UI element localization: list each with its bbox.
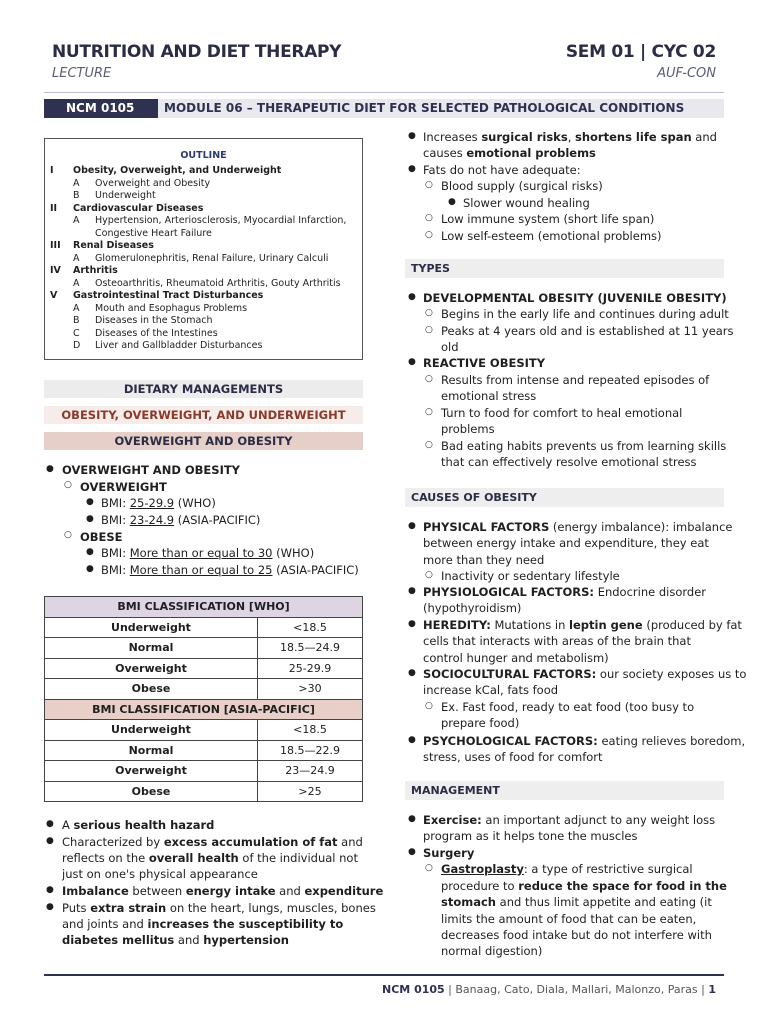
bullet-icon: ●	[408, 357, 416, 367]
outline-number: A	[73, 215, 80, 226]
bullet-icon: ●	[408, 131, 416, 141]
outline-number: A	[73, 277, 80, 289]
organization: AUF-CON	[657, 66, 716, 81]
list-item-cont: program as it helps tone the muscles	[423, 829, 638, 843]
list-item-cont: diabetes mellitus and hypertension	[62, 933, 289, 947]
list-item-cont: (hypothyroidism)	[423, 601, 522, 615]
list-item-cont: that can effectively resolve emotional stress	[441, 455, 697, 469]
list-item: A serious health hazard	[62, 818, 215, 832]
list-item: Exercise: an important adjunct to any weight loss	[423, 813, 716, 827]
outline-item: Liver and Gallbladder Disturbances	[95, 340, 263, 351]
bullet-icon: ●	[448, 197, 456, 207]
circle-bullet-icon: ○	[425, 407, 433, 417]
list-item-cont: causes emotional problems	[423, 146, 596, 160]
causes-heading: CAUSES OF OBESITY	[405, 488, 724, 507]
bmi-table	[44, 596, 363, 802]
bullet-icon: ●	[46, 902, 54, 912]
overweight-obesity-band: OVERWEIGHT AND OBESITY	[44, 432, 363, 450]
list-item: BMI: 23-24.9 (ASIA-PACIFIC)	[101, 513, 261, 527]
outline-number: C	[73, 327, 80, 339]
outline-item: Diseases of the Intestines	[95, 327, 218, 339]
table-row: Overweight 23—24.9	[45, 761, 363, 782]
header-divider	[44, 92, 724, 93]
bullet-icon: ●	[46, 819, 54, 829]
bmi-who-header: BMI CLASSIFICATION [WHO]	[45, 597, 363, 618]
list-item-cont: stress, uses of food for comfort	[423, 750, 603, 764]
outline-item: Glomerulonephritis, Renal Failure, Urinary Calculi	[95, 252, 329, 264]
outline-item: Osteoarthritis, Rheumatoid Arthritis, Gouty Arthritis	[95, 277, 341, 289]
list-item-cont: between energy intake and expenditure, they eat	[423, 536, 709, 550]
outline-title: OUTLINE	[180, 150, 227, 161]
table-row: Overweight 25-29.9	[45, 658, 363, 679]
bullet-icon: ●	[46, 836, 54, 846]
circle-bullet-icon: ○	[64, 480, 72, 490]
footer-code: NCM 0105	[382, 983, 445, 996]
outline-item: Obesity, Overweight, and Underweight	[73, 165, 282, 176]
circle-bullet-icon: ○	[425, 440, 433, 450]
outline-number: I	[50, 165, 54, 176]
bullet-icon: ●	[408, 521, 416, 531]
list-item-cont: limits the amount of food that can be eaten,	[441, 912, 697, 926]
table-row: Obese >30	[45, 679, 363, 700]
list-item-cont: procedure to reduce the space for food in the	[441, 879, 727, 893]
list-item-cont: and joints and increases the susceptibility to	[62, 917, 344, 931]
list-item: Turn to food for comfort to heal emotional	[441, 406, 683, 420]
list-item: Low self-esteem (emotional problems)	[441, 229, 662, 243]
list-item-cont: more than they need	[423, 553, 545, 567]
table-row: Underweight <18.5	[45, 617, 363, 638]
bullet-icon: ●	[408, 735, 416, 745]
list-item: Imbalance between energy intake and expenditure	[62, 884, 384, 898]
list-item: OVERWEIGHT AND OBESITY	[62, 463, 241, 477]
circle-bullet-icon: ○	[425, 180, 433, 190]
list-item: BMI: 25-29.9 (WHO)	[101, 496, 216, 510]
circle-bullet-icon: ○	[64, 530, 72, 540]
bullet-icon: ●	[86, 514, 94, 524]
list-item-cont: normal digestion)	[441, 944, 543, 958]
outline-item: Diseases in the Stomach	[95, 315, 213, 326]
page-number: 1	[708, 983, 716, 996]
list-item: Peaks at 4 years old and is established at 11 years	[441, 324, 734, 338]
list-item-cont: emotional stress	[441, 389, 537, 403]
circle-bullet-icon: ○	[425, 213, 433, 223]
outline-item: Overweight and Obesity	[95, 177, 211, 189]
bullet-icon: ●	[86, 564, 94, 574]
obesity-section-band: OBESITY, OVERWEIGHT, AND UNDERWEIGHT	[44, 406, 363, 424]
list-item: BMI: More than or equal to 30 (WHO)	[101, 546, 315, 560]
footer-divider	[44, 974, 724, 976]
list-item: Gastroplasty: a type of restrictive surgical	[441, 862, 693, 876]
list-item: Increases surgical risks, shortens life span and	[423, 130, 717, 144]
list-item: Begins in the early life and continues during adult	[441, 307, 729, 321]
list-item-cont: prepare food)	[441, 716, 520, 730]
outline-number: A	[73, 302, 80, 314]
list-item: DEVELOPMENTAL OBESITY (JUVENILE OBESITY)	[423, 291, 727, 305]
list-item-cont: old	[441, 340, 459, 354]
list-item-cont: decreases food intake but do not interfere with	[441, 928, 712, 942]
semester-cycle: SEM 01 | CYC 02	[565, 42, 716, 62]
list-item: PHYSIOLOGICAL FACTORS: Endocrine disorder	[423, 585, 707, 599]
list-item: Slower wound healing	[463, 196, 590, 210]
table-row: Normal 18.5—24.9	[45, 638, 363, 659]
outline-number: A	[73, 252, 80, 264]
list-item: Low immune system (short life span)	[441, 212, 655, 226]
list-item: Surgery	[423, 846, 475, 860]
list-item: Fats do not have adequate:	[423, 163, 581, 177]
bullet-icon: ●	[408, 619, 416, 629]
outline-item: Congestive Heart Failure	[95, 227, 212, 239]
list-item: OBESE	[80, 530, 123, 544]
outline-item: Renal Diseases	[73, 240, 154, 251]
outline-number: A	[73, 177, 80, 189]
bullet-icon: ●	[408, 847, 416, 857]
outline-number: B	[73, 190, 80, 201]
list-item-cont: control hunger and metabolism)	[423, 651, 609, 665]
list-item-cont: increase kCal, fats food	[423, 683, 559, 697]
list-item-cont: cells that interacts with areas of the brain that	[423, 634, 691, 648]
bullet-icon: ●	[408, 668, 416, 678]
list-item: Inactivity or sedentary lifestyle	[441, 569, 620, 583]
outline-item: Arthritis	[73, 265, 118, 276]
list-item-cont: problems	[441, 422, 495, 436]
outline-number: IV	[50, 265, 61, 276]
list-item-cont: just on one's physical appearance	[62, 867, 258, 881]
list-item-cont: stomach and thus limit appetite and eating (it	[441, 895, 712, 909]
outline-number: D	[73, 340, 81, 351]
bullet-icon: ●	[408, 814, 416, 824]
footer	[382, 983, 716, 996]
dietary-managements-band: DIETARY MANAGEMENTS	[44, 380, 363, 398]
list-item: Results from intense and repeated episodes of	[441, 373, 710, 387]
outline-number: III	[50, 240, 61, 251]
table-row: Normal 18.5—22.9	[45, 740, 363, 761]
list-item: Characterized by excess accumulation of fat and	[62, 835, 363, 849]
management-heading: MANAGEMENT	[405, 781, 724, 800]
types-heading: TYPES	[405, 259, 724, 278]
table-row: Obese >25	[45, 781, 363, 802]
bullet-icon: ●	[86, 547, 94, 557]
outline-item: Mouth and Esophagus Problems	[95, 302, 248, 314]
outline-box	[44, 138, 363, 360]
bullet-icon: ●	[408, 164, 416, 174]
list-item: PSYCHOLOGICAL FACTORS: eating relieves boredom,	[423, 734, 746, 748]
list-item-cont: reflects on the overall health of the individual not	[62, 851, 358, 865]
list-item: Blood supply (surgical risks)	[441, 179, 603, 193]
bullet-icon: ●	[408, 586, 416, 596]
outline-number: B	[73, 315, 80, 326]
footer-authors: | Banaag, Cato, Diala, Mallari, Malonzo, Paras |	[444, 983, 709, 996]
outline-item: Gastrointestinal Tract Disturbances	[73, 290, 264, 301]
outline-number: II	[50, 202, 58, 214]
bullet-icon: ●	[46, 885, 54, 895]
circle-bullet-icon: ○	[425, 325, 433, 335]
course-subtitle: LECTURE	[52, 66, 112, 81]
list-item: Ex. Fast food, ready to eat food (too busy to	[441, 700, 695, 714]
circle-bullet-icon: ○	[425, 863, 433, 873]
outline-item: Underweight	[95, 190, 156, 201]
circle-bullet-icon: ○	[425, 230, 433, 240]
list-item: Puts extra strain on the heart, lungs, muscles, bones	[62, 901, 376, 915]
list-item: SOCIOCULTURAL FACTORS: our society exposes us to	[423, 667, 747, 681]
circle-bullet-icon: ○	[425, 701, 433, 711]
module-code: NCM 0105	[44, 99, 158, 118]
bullet-icon: ●	[46, 464, 54, 474]
circle-bullet-icon: ○	[425, 308, 433, 318]
list-item: REACTIVE OBESITY	[423, 356, 546, 370]
outline-number: V	[50, 290, 58, 301]
module-title: MODULE 06 – THERAPEUTIC DIET FOR SELECTED PATHOLOGICAL CONDITIONS	[164, 101, 685, 115]
bmi-ap-header: BMI CLASSIFICATION [ASIA-PACIFIC]	[45, 699, 363, 720]
course-title: NUTRITION AND DIET THERAPY	[52, 42, 342, 62]
circle-bullet-icon: ○	[425, 374, 433, 384]
circle-bullet-icon: ○	[425, 570, 433, 580]
table-row: Underweight <18.5	[45, 720, 363, 741]
outline-item: Hypertension, Arteriosclerosis, Myocardial Infarction,	[95, 215, 347, 226]
list-item: Bad eating habits prevents us from learning skills	[441, 439, 727, 453]
bullet-icon: ●	[86, 497, 94, 507]
bullet-icon: ●	[408, 292, 416, 302]
list-item: HEREDITY: Mutations in leptin gene (produced by fat	[423, 618, 742, 632]
outline-item: Cardiovascular Diseases	[73, 202, 204, 214]
list-item: OVERWEIGHT	[80, 480, 167, 494]
list-item: BMI: More than or equal to 25 (ASIA-PACIFIC)	[101, 563, 359, 577]
list-item: PHYSICAL FACTORS (energy imbalance): imbalance	[423, 520, 733, 534]
